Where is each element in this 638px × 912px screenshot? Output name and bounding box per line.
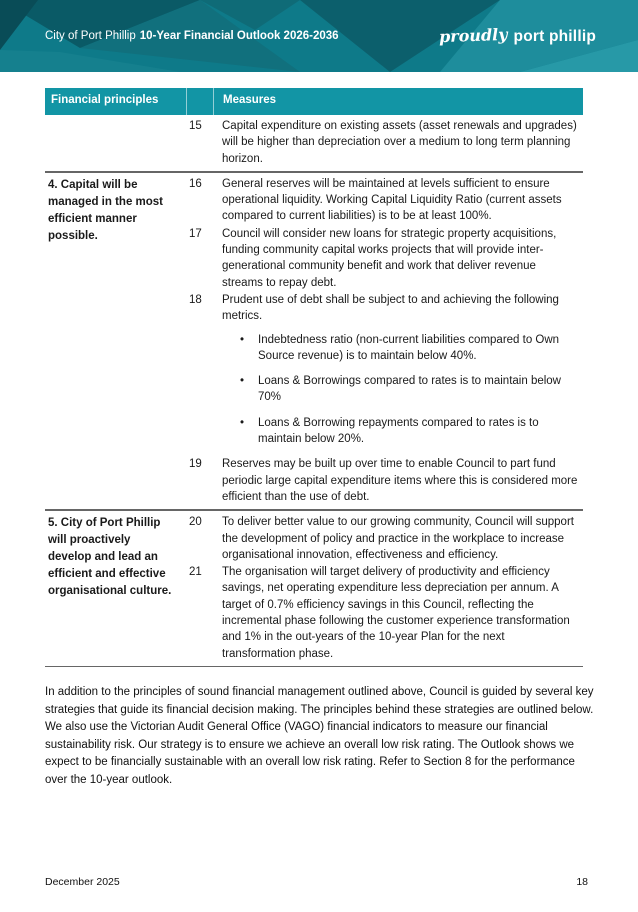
- measure-number: 20: [189, 516, 202, 529]
- table-row-group: [45, 171, 583, 509]
- principles-table: [45, 88, 583, 667]
- measure-body: [213, 456, 583, 505]
- measure-body: [213, 292, 583, 455]
- measure-text: General reserves will be maintained at levels sufficient to ensure operational liquidity. Working Capital Liquidity Ratio (current assets compared to current liabilities) is to be at least 100%.: [222, 177, 562, 223]
- principle-cell: [45, 118, 186, 167]
- measure-body: [213, 226, 583, 291]
- brand-logo: [439, 26, 596, 46]
- table-row-group: [45, 115, 583, 171]
- measure-bullet: • Indebtedness ratio (non-current liabilities compared to Own Source revenue) is to maintain below 40%.: [222, 332, 579, 365]
- measure-body: [213, 118, 583, 167]
- measure-row: [186, 176, 583, 225]
- measure-row: [186, 118, 583, 167]
- measure-text: Reserves may be built up over time to enable Council to part fund periodic large capital expenditure items where this is considered more efficient than the use of debt.: [222, 458, 578, 503]
- measures-cell: [186, 176, 583, 505]
- header-banner: [0, 0, 638, 72]
- col-header-measures: Measures: [213, 88, 583, 115]
- measure-text: Capital expenditure on existing assets (asset renewals and upgrades) will be higher than depreciation over a medium to long term planning horizon.: [222, 120, 577, 165]
- banner-content: [45, 0, 596, 72]
- measure-bullet: • Loans & Borrowing repayments compared to rates is to maintain below 20%.: [222, 415, 579, 448]
- measure-row: [186, 564, 583, 662]
- page-number: 18: [576, 876, 588, 888]
- table-body: [45, 115, 583, 667]
- page-footer: [45, 876, 588, 888]
- document-title-prefix: City of Port Phillip: [45, 30, 136, 42]
- measure-body: [213, 564, 583, 662]
- body-paragraph: In addition to the principles of sound financial management outlined above, Council is guided by several key strategies that guide its financial decision making. The principles behind these strategies are outlined below. We also use the Victorian Audit General Office (VAGO) financial indicators to measure our financial sustainability risk. Our strategy is to ensure we achieve an overall low risk rating. The Outlook shows we expect to be financially sustainable with an overall low risk rating. Refer to Section 8 for the performance over the 10-year outlook.: [45, 686, 594, 786]
- measure-row: [186, 514, 583, 563]
- measure-number: 17: [189, 227, 202, 240]
- measure-body: [213, 176, 583, 225]
- table-row-group: [45, 509, 583, 666]
- measure-bullet-list: [222, 332, 579, 448]
- measure-text: Council will consider new loans for strategic property acquisitions, funding community capital works projects that will provide inter-generational community benefit and work that deliver revenue streams to repay debt.: [222, 227, 557, 289]
- document-title-bold: 10-Year Financial Outlook 2026-2036: [139, 30, 339, 42]
- measure-number: 15: [189, 120, 202, 132]
- measure-row: [186, 226, 583, 291]
- measure-number: 19: [189, 458, 202, 471]
- measure-bullet: • Loans & Borrowings compared to rates is to maintain below 70%: [222, 373, 579, 406]
- measures-cell: [186, 514, 583, 662]
- measure-row: [186, 456, 583, 505]
- measure-text: Prudent use of debt shall be subject to and achieving the following metrics.: [222, 293, 559, 323]
- principle-cell: 5. City of Port Phillip will proactively develop and lead an efficient and effective organisational culture.: [48, 517, 172, 598]
- measure-text: To deliver better value to our growing community, Council will support the development of policy and practice in the workplace to increase organisational innovation, effectiveness and efficiency.: [222, 516, 574, 561]
- measure-body: [213, 514, 583, 563]
- principle-cell: 4. Capital will be managed in the most efficient manner possible.: [48, 178, 164, 242]
- col-header-financial-principles: Financial principles: [51, 94, 159, 106]
- brand-name: port phillip: [513, 28, 596, 45]
- document-title: [45, 30, 339, 42]
- measures-cell: [186, 118, 583, 167]
- col-header-number: [186, 88, 213, 115]
- measure-text: The organisation will target delivery of productivity and efficiency savings, net operating expenditure less depreciation per annum. A target of 0.7% efficiency savings in this Council, reflecting the incremental phase following the customer experience transformation and 1% in the out-years of the 10-year Plan for the next transformation phase.: [222, 566, 570, 660]
- measure-number: 18: [189, 293, 202, 306]
- measure-number: 21: [189, 566, 202, 579]
- brand-script-word: proudly: [438, 24, 508, 47]
- measure-number: 16: [189, 177, 202, 190]
- table-header-row: [45, 88, 583, 115]
- measure-row: [186, 292, 583, 455]
- footer-date: December 2025: [45, 876, 120, 888]
